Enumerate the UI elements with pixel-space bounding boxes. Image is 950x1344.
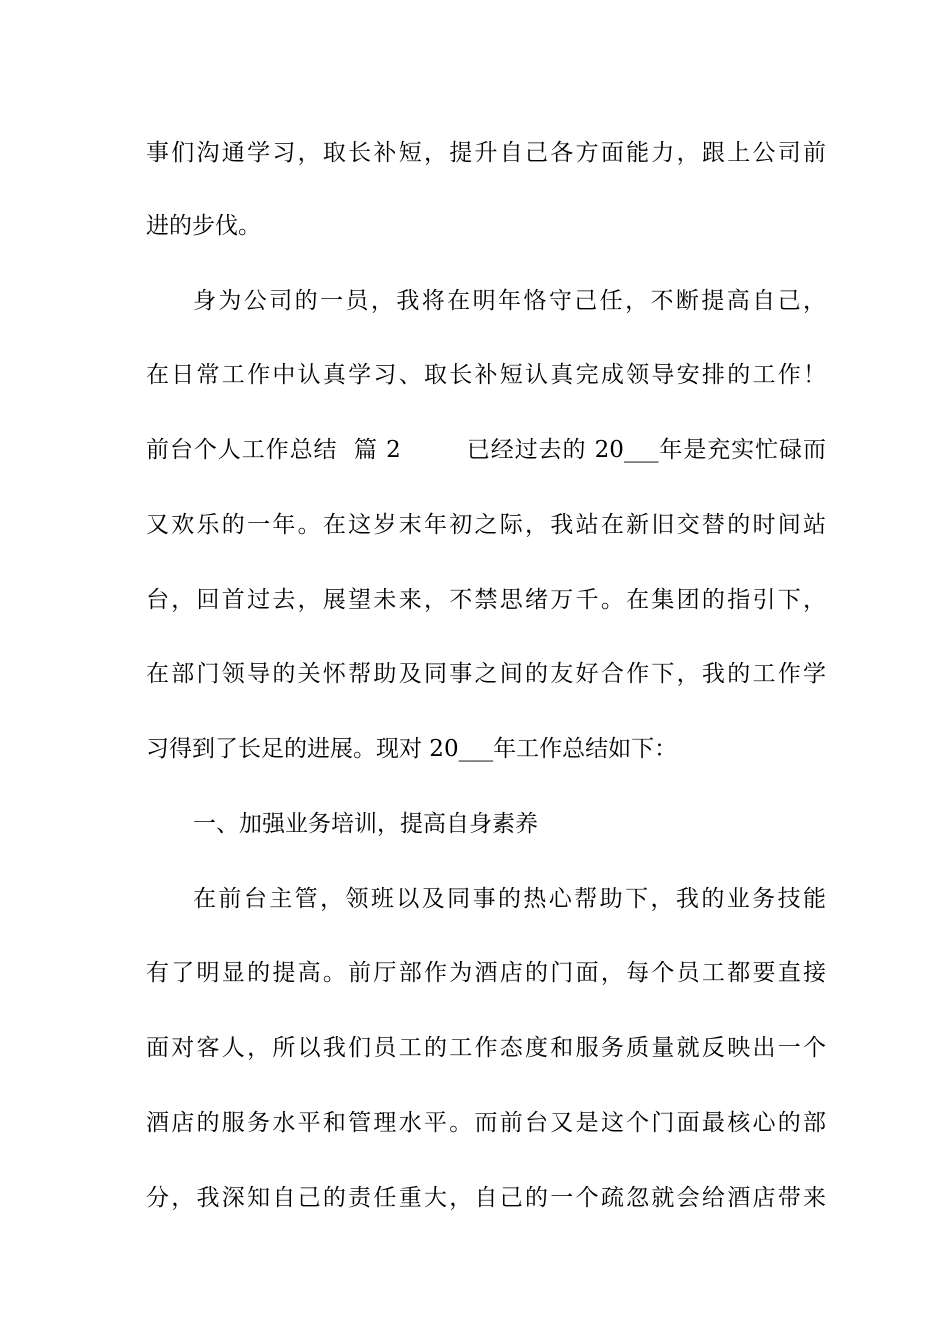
text-line: 在日常工作中认真学习、取长补短认真完成领导安排的工作！ — [146, 362, 826, 388]
text-line: 进的步伐。 — [146, 213, 261, 239]
text-line: 台，回首过去，展望未来，不禁思绪万千。在集团的指引下， — [146, 587, 826, 613]
text-line: 身为公司的一员，我将在明年恪守己任，不断提高自己， — [193, 288, 826, 314]
text-line: 酒店的服务水平和管理水平。而前台又是这个门面最核心的部 — [146, 1110, 826, 1136]
text-line: 有了明显的提高。前厅部作为酒店的门面，每个员工都要直接 — [146, 960, 826, 986]
text-line: 又欢乐的一年。在这岁末年初之际，我站在新旧交替的时间站 — [146, 512, 826, 538]
text-line: 在前台主管，领班以及同事的热心帮助下，我的业务技能 — [193, 886, 826, 912]
text-line: 面对客人，所以我们员工的工作态度和服务质量就反映出一个 — [146, 1035, 826, 1061]
text-line: 分，我深知自己的责任重大，自己的一个疏忽就会给酒店带来 — [146, 1185, 826, 1211]
text-line: 事们沟通学习，取长补短，提升自己各方面能力，跟上公司前 — [146, 140, 826, 166]
subheading-line: 一、加强业务培训，提高自身素养 — [193, 811, 538, 837]
text-line: 在部门领导的关怀帮助及同事之间的友好合作下，我的工作学 — [146, 661, 826, 687]
text-line: 习得到了长足的进展。现对 20___年工作总结如下： — [146, 736, 678, 762]
section-heading-line: 前台个人工作总结 篇 2 已经过去的 20___年是充实忙碌而 — [146, 437, 826, 463]
